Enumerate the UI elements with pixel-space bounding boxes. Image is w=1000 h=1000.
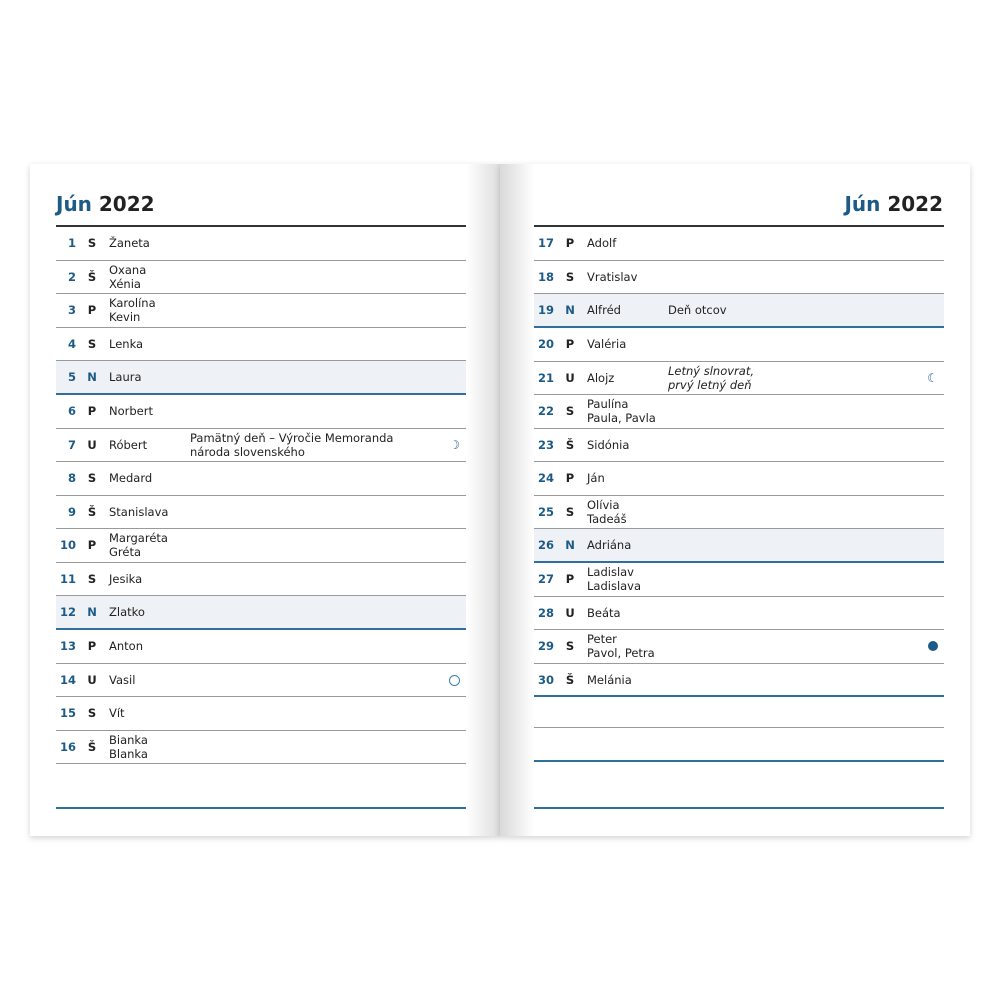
new-moon-icon xyxy=(928,641,938,651)
day-row xyxy=(56,596,466,630)
title-year: 2022 xyxy=(98,192,155,216)
moon-phase-icon: ☾ xyxy=(927,370,938,385)
name-days xyxy=(587,294,621,326)
name-day: Melánia xyxy=(587,672,632,687)
day-row xyxy=(56,529,466,563)
day-of-week: U xyxy=(565,370,575,385)
name-days xyxy=(587,664,632,696)
day-row xyxy=(534,529,944,563)
left-page xyxy=(30,164,500,836)
name-days xyxy=(587,462,605,494)
name-days xyxy=(587,362,614,394)
day-row xyxy=(56,395,466,429)
day-of-week: P xyxy=(87,639,97,653)
day-of-week: Š xyxy=(87,269,97,284)
day-row xyxy=(534,462,944,496)
name-days xyxy=(109,496,168,528)
name-day: Jesika xyxy=(109,571,143,586)
title-year: 2022 xyxy=(887,192,943,216)
note-line: národa slovenského xyxy=(190,444,305,459)
name-days xyxy=(587,597,621,629)
name-days xyxy=(109,294,156,326)
name-day: Kevin xyxy=(109,310,141,324)
name-days xyxy=(109,731,148,763)
day-of-week: U xyxy=(87,437,97,452)
day-row xyxy=(534,630,944,664)
day-of-week: U xyxy=(565,605,575,620)
day-of-week: P xyxy=(565,337,575,351)
name-day: Blanka xyxy=(109,746,148,761)
name-day: Margaréta xyxy=(109,531,168,545)
day-of-week: U xyxy=(87,672,97,687)
day-number: 13 xyxy=(59,639,76,653)
day-number: 21 xyxy=(537,370,554,385)
day-of-week: S xyxy=(565,404,575,418)
day-row xyxy=(56,328,466,362)
day-note xyxy=(668,362,908,394)
day-of-week: S xyxy=(87,571,97,586)
name-day: Stanislava xyxy=(109,504,169,519)
day-row xyxy=(534,597,944,631)
name-day: Anton xyxy=(109,639,143,653)
name-day: Alojz xyxy=(587,370,615,385)
day-row xyxy=(56,261,466,295)
title-month: Jún xyxy=(56,192,92,216)
notes-line xyxy=(534,760,944,762)
name-day: Medard xyxy=(109,471,153,485)
name-day: Zlatko xyxy=(109,605,145,619)
day-number: 20 xyxy=(537,337,554,351)
name-day: Lenka xyxy=(109,336,144,351)
day-number: 18 xyxy=(537,269,554,284)
day-number: 17 xyxy=(537,236,554,250)
day-number: 27 xyxy=(537,572,554,586)
note-line: Pamätný deň – Výročie Memoranda xyxy=(190,430,394,445)
moon-phase-icon: ☽ xyxy=(449,437,460,452)
name-days xyxy=(109,563,142,595)
name-day: Adolf xyxy=(587,236,617,250)
day-number: 5 xyxy=(67,370,76,384)
full-moon-icon xyxy=(449,675,460,686)
name-day: Gréta xyxy=(109,545,142,559)
name-days xyxy=(587,496,627,528)
day-of-week: S xyxy=(565,269,575,284)
day-number: 22 xyxy=(537,404,554,418)
name-days xyxy=(109,227,150,259)
day-of-week: P xyxy=(87,538,97,552)
name-days xyxy=(109,429,147,461)
day-number: 30 xyxy=(537,672,554,687)
name-day: Ladislav xyxy=(587,565,634,579)
name-day: Žaneta xyxy=(109,236,150,250)
name-day: Xénia xyxy=(109,276,141,291)
name-days xyxy=(587,630,655,662)
day-number: 29 xyxy=(537,639,554,653)
day-row xyxy=(56,563,466,597)
page-title xyxy=(56,190,155,218)
day-number: 11 xyxy=(59,571,76,586)
day-row xyxy=(534,227,944,261)
name-days xyxy=(109,596,145,628)
day-number: 25 xyxy=(537,504,554,519)
day-of-week: S xyxy=(87,471,97,485)
day-of-week: N xyxy=(87,605,97,619)
day-number: 24 xyxy=(537,471,554,485)
day-of-week: P xyxy=(565,572,575,586)
name-day: Norbert xyxy=(109,404,153,418)
day-row xyxy=(56,664,466,698)
day-row xyxy=(534,429,944,463)
name-days xyxy=(109,395,153,427)
day-of-week: Š xyxy=(565,437,575,452)
day-note xyxy=(190,429,430,461)
notes-line xyxy=(534,695,944,697)
day-row xyxy=(534,664,944,698)
right-page xyxy=(500,164,970,836)
day-row xyxy=(534,496,944,530)
day-row xyxy=(56,462,466,496)
name-day: Paula, Pavla xyxy=(587,411,656,425)
day-of-week: P xyxy=(565,236,575,250)
day-of-week: Š xyxy=(87,739,97,754)
name-day: Olívia xyxy=(587,497,620,512)
day-of-week: Š xyxy=(87,504,97,519)
notes-line xyxy=(534,807,944,809)
day-of-week: N xyxy=(565,538,575,552)
day-number: 14 xyxy=(59,672,76,687)
name-day: Tadeáš xyxy=(587,511,627,526)
day-of-week: S xyxy=(87,706,97,720)
note-line: Letný slnovrat, xyxy=(668,363,754,378)
day-row xyxy=(56,227,466,261)
day-list xyxy=(534,227,944,697)
notes-line xyxy=(56,807,466,809)
name-day: Valéria xyxy=(587,337,627,351)
day-of-week: S xyxy=(565,504,575,519)
day-number: 4 xyxy=(67,336,76,351)
name-day: Beáta xyxy=(587,605,621,620)
name-day: Ján xyxy=(587,471,605,485)
name-day: Peter xyxy=(587,632,617,646)
day-row xyxy=(56,294,466,328)
name-day: Alfréd xyxy=(587,303,621,317)
day-number: 10 xyxy=(59,538,76,552)
name-day: Oxana xyxy=(109,262,147,277)
title-month: Jún xyxy=(844,192,881,216)
name-day: Pavol, Petra xyxy=(587,646,655,660)
day-row xyxy=(534,328,944,362)
name-day: Róbert xyxy=(109,437,148,452)
day-of-week: P xyxy=(87,303,97,317)
name-day: Karolína xyxy=(109,296,156,310)
day-number: 23 xyxy=(537,437,554,452)
day-row xyxy=(534,563,944,597)
day-number: 2 xyxy=(67,269,76,284)
day-of-week: S xyxy=(87,336,97,351)
planner-spread xyxy=(30,164,970,836)
day-row xyxy=(56,731,466,765)
day-of-week: N xyxy=(565,303,575,317)
name-days xyxy=(109,328,143,360)
day-number: 12 xyxy=(59,605,76,619)
day-note xyxy=(668,294,908,326)
name-days xyxy=(587,261,637,293)
day-list xyxy=(56,227,466,764)
day-number: 28 xyxy=(537,605,554,620)
day-number: 16 xyxy=(59,739,76,754)
note-line: Deň otcov xyxy=(668,303,727,317)
name-day: Paulína xyxy=(587,397,629,411)
day-row xyxy=(56,429,466,463)
name-days xyxy=(587,227,616,259)
day-number: 26 xyxy=(537,538,554,552)
name-days xyxy=(587,328,626,360)
notes-line xyxy=(534,727,944,728)
note-line: prvý letný deň xyxy=(668,377,752,392)
day-of-week: N xyxy=(87,370,97,384)
day-number: 19 xyxy=(537,303,554,317)
page-title xyxy=(844,190,943,218)
name-days xyxy=(109,664,135,696)
day-of-week: Š xyxy=(565,672,575,687)
spine-shadow xyxy=(466,164,500,836)
day-row xyxy=(56,697,466,731)
day-row xyxy=(534,261,944,295)
day-row xyxy=(534,362,944,396)
name-day: Sidónia xyxy=(587,437,630,452)
day-of-week: P xyxy=(565,471,575,485)
day-of-week: P xyxy=(87,404,97,418)
name-days xyxy=(109,529,168,561)
name-days xyxy=(109,630,143,662)
name-days xyxy=(587,429,629,461)
name-day: Bianka xyxy=(109,732,148,747)
name-day: Ladislava xyxy=(587,579,642,593)
name-day: Adriána xyxy=(587,538,632,552)
name-day: Vít xyxy=(109,706,125,720)
day-row xyxy=(56,630,466,664)
name-days xyxy=(109,462,152,494)
day-of-week: S xyxy=(565,639,575,653)
name-days xyxy=(587,529,631,561)
day-number: 9 xyxy=(67,504,76,519)
spine-shadow xyxy=(500,164,534,836)
day-number: 1 xyxy=(67,236,76,250)
day-number: 15 xyxy=(59,706,76,720)
day-number: 7 xyxy=(67,437,76,452)
name-days xyxy=(109,361,142,393)
day-row xyxy=(56,496,466,530)
name-day: Laura xyxy=(109,370,142,384)
name-days xyxy=(109,697,125,729)
name-days xyxy=(109,261,146,293)
day-number: 6 xyxy=(67,404,76,418)
day-row xyxy=(534,395,944,429)
day-number: 3 xyxy=(67,303,76,317)
day-row xyxy=(534,294,944,328)
name-days xyxy=(587,563,641,595)
name-day: Vratislav xyxy=(587,269,638,284)
name-day: Vasil xyxy=(109,672,136,687)
day-number: 8 xyxy=(67,471,76,485)
day-of-week: S xyxy=(87,236,97,250)
day-row xyxy=(56,361,466,395)
name-days xyxy=(587,395,656,427)
